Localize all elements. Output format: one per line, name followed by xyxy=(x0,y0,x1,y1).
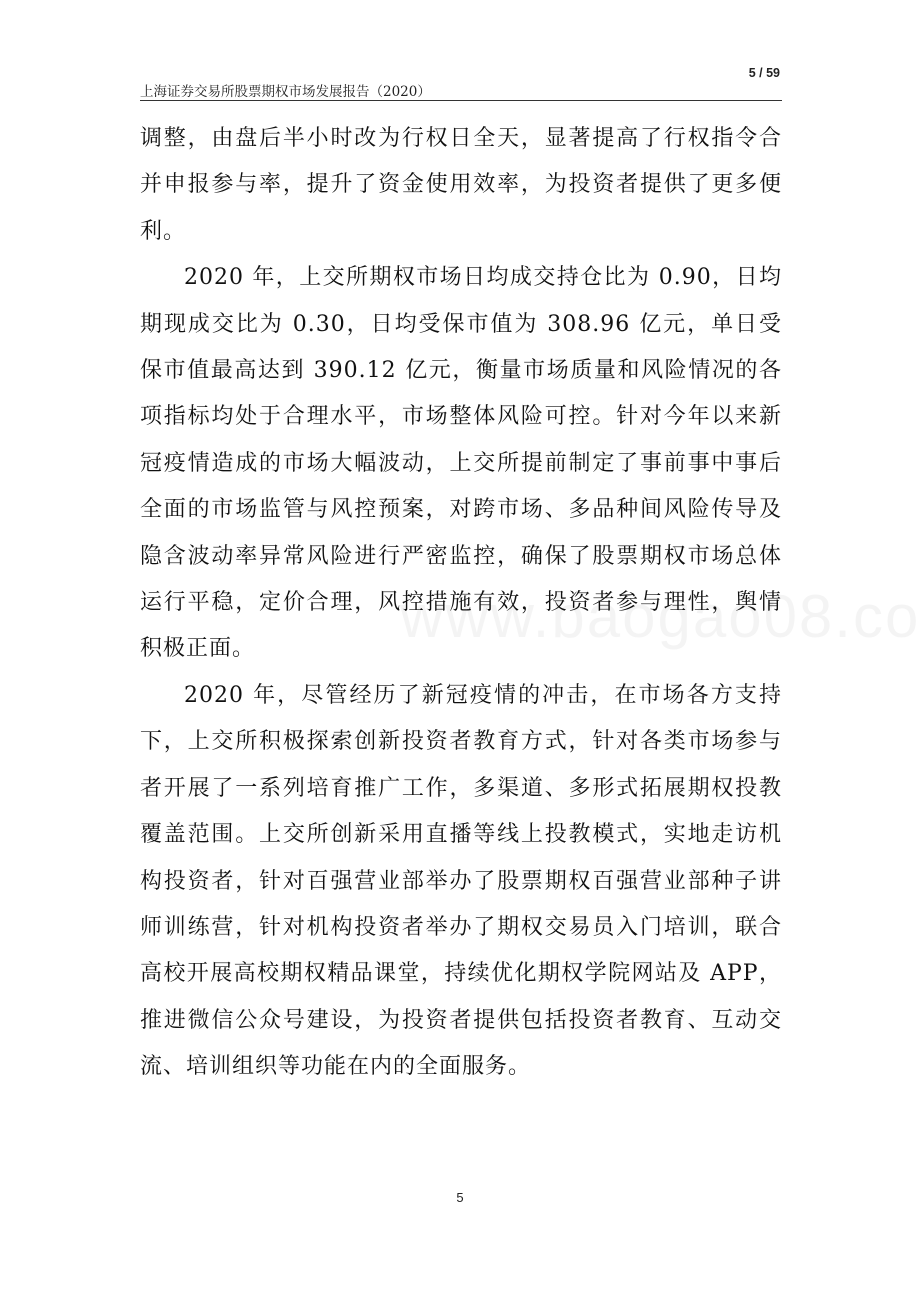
footer-page-number: 5 xyxy=(456,1190,464,1205)
report-title: 上海证券交易所股票期权市场发展报告（2020） xyxy=(140,84,431,100)
paragraph-investor-education: 2020 年，尽管经历了新冠疫情的冲击，在市场各方支持下，上交所积极探索创新投资者教育方式，针对各类市场参与者开展了一系列培育推广工作，多渠道、多形式拓展期权投教覆盖范围。上交所创新采用直播等线上投教模式，实地走访机构投资者，针对百强营业部举办了股票期权百强营业部种子讲师训练营，针对机构投资者举办了期权交易员入门培训，联合高校开展高校期权精品课堂，持续优化期权学院网站及 APP，推进微信公众号建设，为投资者提供包括投资者教育、互动交流、培训组织等功能在内的全面服务。 xyxy=(140,682,782,1080)
paragraph-continuation: 调整，由盘后半小时改为行权日全天，显著提高了行权指令合并申报参与率，提升了资金使用效率，为投资者提供了更多便利。 xyxy=(140,126,782,244)
page-count: 5 / 59 xyxy=(748,66,780,80)
page-header xyxy=(140,64,782,101)
paragraph-market-risk: 2020 年，上交所期权市场日均成交持仓比为 0.90，日均期现成交比为 0.30，日均受保市值为 308.96 亿元，单日受保市值最高达到 390.12 亿元，衡量市场质量和风险情况的各项指标均处于合理水平，市场整体风险可控。针对今年以来新冠疫情造成的市场大幅波动，上交所提前制定了事前事中事后全面的市场监管与风控预案，对跨市场、多品种间风险传导及隐含波动率异常风险进行严密监控，确保了股票期权市场总体运行平稳，定价合理，风控措施有效，投资者参与理性，舆情积极正面。 xyxy=(140,265,782,662)
body-text xyxy=(140,116,782,1091)
